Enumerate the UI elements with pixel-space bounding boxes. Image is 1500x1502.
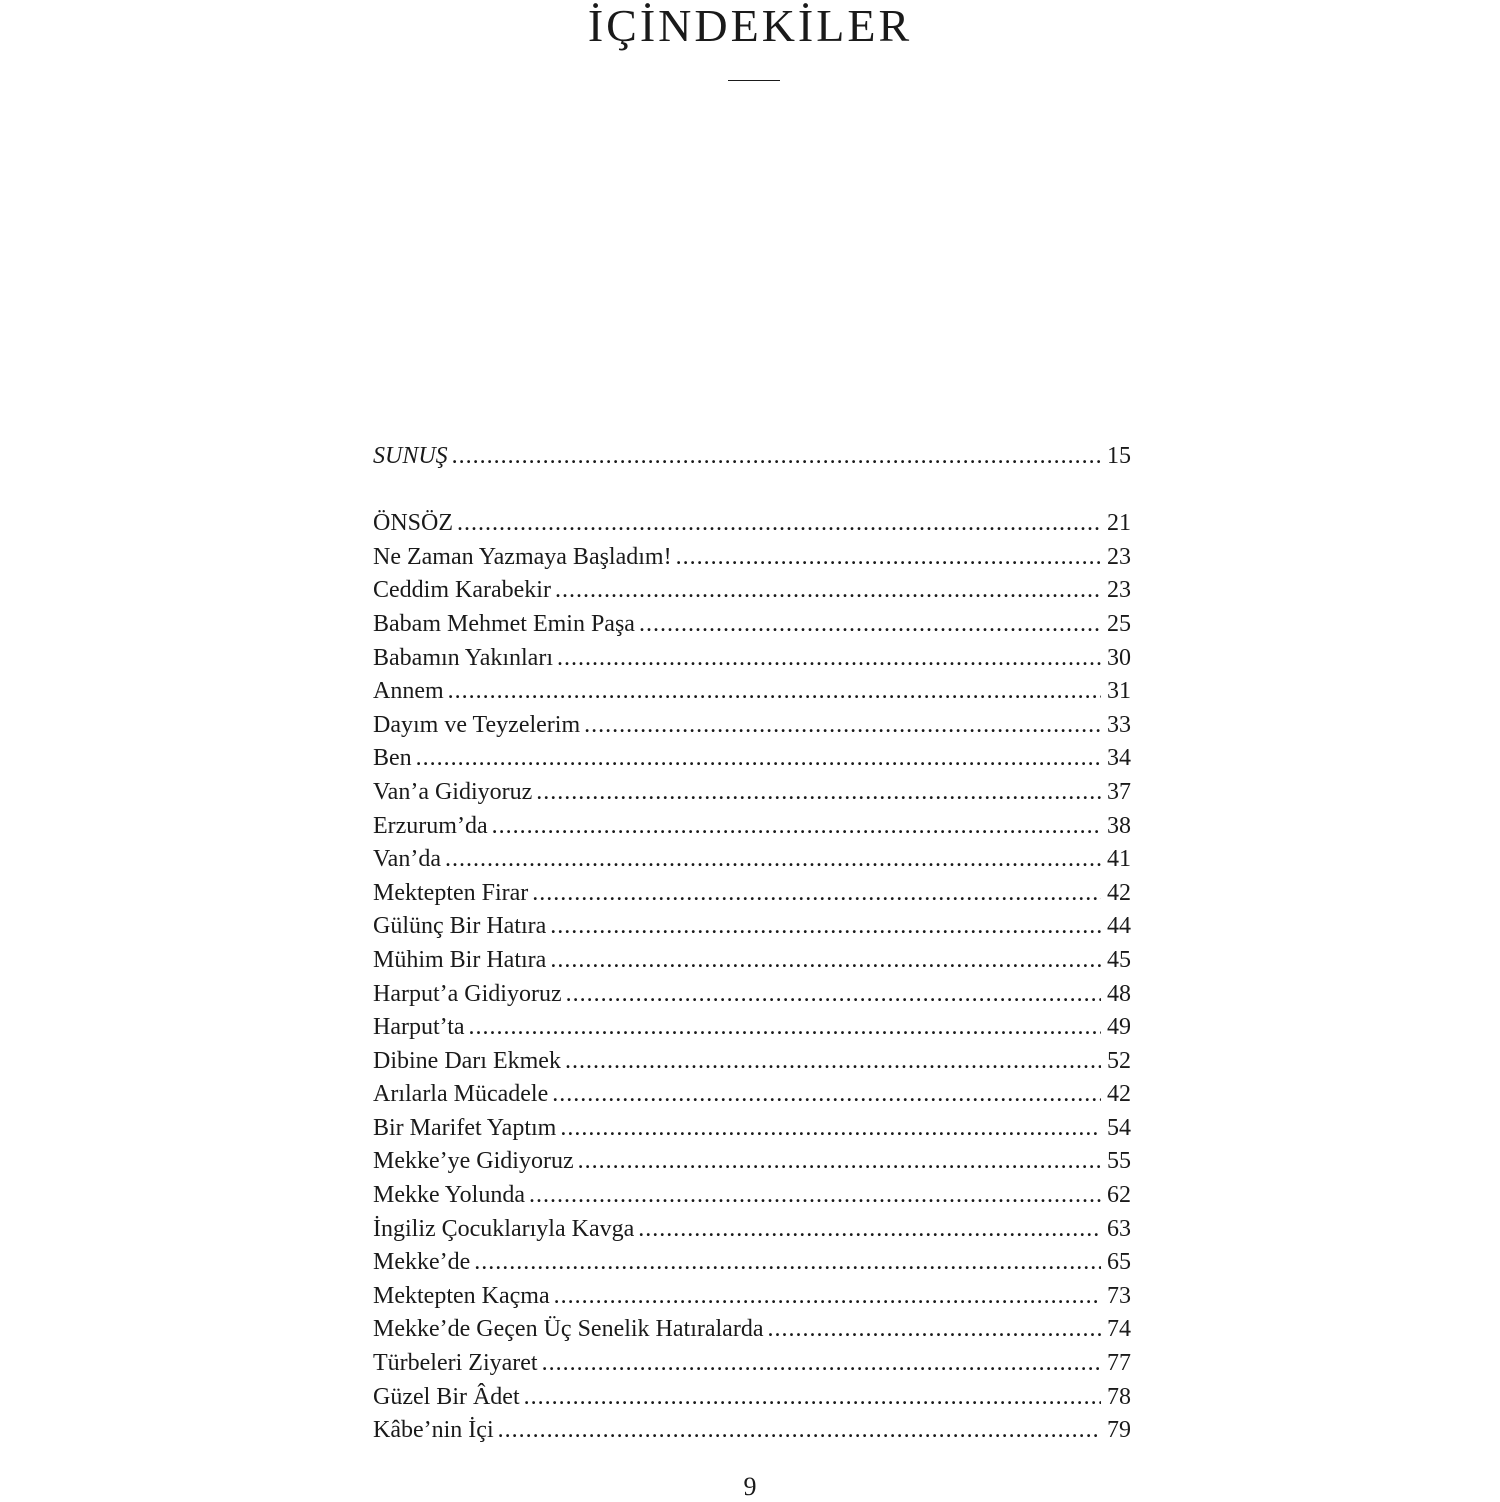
table-of-contents [373, 440, 1131, 1448]
toc-entry-label: İngiliz Çocuklarıyla Kavga [373, 1215, 635, 1242]
dot-leader [448, 675, 1101, 709]
toc-entry-label: Mektepten Kaçma [373, 1282, 550, 1309]
dot-leader [552, 1078, 1101, 1112]
dot-leader [416, 742, 1101, 776]
dot-leader [452, 440, 1101, 474]
toc-entry-label: ÖNSÖZ [373, 510, 454, 537]
toc-entry-page: 33 [1107, 711, 1131, 738]
toc-entry[interactable] [373, 1246, 1131, 1280]
dot-leader [565, 1045, 1101, 1079]
title-rule [728, 80, 780, 81]
toc-entry-page: 30 [1107, 644, 1131, 671]
dot-leader [550, 910, 1101, 944]
dot-leader [529, 1179, 1101, 1213]
toc-entry[interactable] [373, 1313, 1131, 1347]
toc-entry-label: Gülünç Bir Hatıra [373, 913, 547, 940]
toc-entry-label: Babamın Yakınları [373, 644, 553, 671]
toc-entry[interactable] [373, 1078, 1131, 1112]
toc-entry[interactable] [373, 810, 1131, 844]
toc-entry[interactable] [373, 1213, 1131, 1247]
toc-entry-label: Güzel Bir Âdet [373, 1383, 520, 1410]
toc-entry-label: Mekke Yolunda [373, 1182, 526, 1209]
toc-entry-page: 15 [1107, 443, 1131, 469]
toc-entry-page: 38 [1107, 812, 1131, 839]
toc-entry-page: 23 [1107, 543, 1131, 570]
toc-entry-label: Van’da [373, 846, 441, 873]
dot-leader [555, 574, 1101, 608]
toc-entry-label: Annem [373, 678, 444, 705]
page-number: 9 [743, 1472, 757, 1501]
toc-entry[interactable] [373, 608, 1131, 642]
toc-spacer [373, 474, 1131, 508]
dot-leader [676, 541, 1101, 575]
toc-entry-page: 65 [1107, 1249, 1131, 1276]
toc-entry-label: Mektepten Firar [373, 879, 529, 906]
dot-leader [554, 1280, 1101, 1314]
toc-entry[interactable] [373, 709, 1131, 743]
toc-entry-label: Mühim Bir Hatıra [373, 946, 547, 973]
dot-leader [457, 507, 1101, 541]
toc-entry-label: Ben [373, 745, 412, 772]
dot-leader [560, 1112, 1101, 1146]
dot-leader [498, 1414, 1101, 1448]
toc-entry[interactable] [373, 1381, 1131, 1415]
toc-entry-page: 42 [1107, 1081, 1131, 1108]
dot-leader [767, 1313, 1101, 1347]
dot-leader [492, 810, 1101, 844]
toc-entry[interactable] [373, 675, 1131, 709]
toc-entry-label: Erzurum’da [373, 812, 488, 839]
toc-entry[interactable] [373, 541, 1131, 575]
toc-entry-page: 41 [1107, 846, 1131, 873]
toc-entry[interactable] [373, 1045, 1131, 1079]
dot-leader [639, 608, 1101, 642]
toc-entry-label: Harput’a Gidiyoruz [373, 980, 562, 1007]
toc-entry-page: 44 [1107, 913, 1131, 940]
toc-entry[interactable] [373, 1414, 1131, 1448]
toc-entry-page: 49 [1107, 1014, 1131, 1041]
dot-leader [557, 642, 1101, 676]
dot-leader [550, 944, 1101, 978]
toc-entry-page: 37 [1107, 778, 1131, 805]
toc-entry-label: Mekke’de Geçen Üç Senelik Hatıralarda [373, 1316, 764, 1343]
dot-leader [584, 709, 1101, 743]
toc-entry-page: 23 [1107, 577, 1131, 604]
toc-entry-page: 54 [1107, 1114, 1131, 1141]
toc-entry[interactable] [373, 574, 1131, 608]
toc-entry[interactable] [373, 1347, 1131, 1381]
toc-entry-page: 62 [1107, 1182, 1131, 1209]
dot-leader [524, 1381, 1101, 1415]
toc-entry[interactable] [373, 1112, 1131, 1146]
toc-entry-page: 77 [1107, 1350, 1131, 1377]
toc-entry[interactable] [373, 507, 1131, 541]
toc-entry-page: 63 [1107, 1215, 1131, 1242]
toc-entry-label: Dibine Darı Ekmek [373, 1047, 561, 1074]
toc-entry-page: 55 [1107, 1148, 1131, 1175]
dot-leader [532, 877, 1101, 911]
dot-leader [578, 1145, 1101, 1179]
toc-entry[interactable] [373, 944, 1131, 978]
dot-leader [536, 776, 1101, 810]
toc-entry-label: Ne Zaman Yazmaya Başladım! [373, 543, 672, 570]
toc-entry[interactable] [373, 910, 1131, 944]
toc-entry-label: Ceddim Karabekir [373, 577, 551, 604]
toc-entry-label: Babam Mehmet Emin Paşa [373, 610, 635, 637]
toc-entry[interactable] [373, 877, 1131, 911]
toc-entry-label: Mekke’de [373, 1249, 471, 1276]
toc-entry-page: 48 [1107, 980, 1131, 1007]
toc-entry-page: 31 [1107, 678, 1131, 705]
page-title: İÇİNDEKİLER [587, 0, 913, 51]
toc-entry-page: 73 [1107, 1282, 1131, 1309]
toc-entry[interactable] [373, 843, 1131, 877]
toc-entry-page: 45 [1107, 946, 1131, 973]
toc-entry-page: 42 [1107, 879, 1131, 906]
toc-entry[interactable] [373, 776, 1131, 810]
toc-entry[interactable] [373, 1011, 1131, 1045]
toc-entry-page: 79 [1107, 1417, 1131, 1444]
toc-entry[interactable] [373, 1145, 1131, 1179]
toc-entry-label: Dayım ve Teyzelerim [373, 711, 581, 738]
toc-entry-page: 25 [1107, 610, 1131, 637]
toc-entry-label: Kâbe’nin İçi [373, 1417, 494, 1444]
toc-entry[interactable] [373, 1280, 1131, 1314]
toc-entry-page: 34 [1107, 745, 1131, 772]
toc-entry[interactable] [373, 978, 1131, 1012]
toc-entry-page: 74 [1107, 1316, 1131, 1343]
dot-leader [638, 1213, 1101, 1247]
dot-leader [469, 1011, 1101, 1045]
toc-entry-label: Bir Marifet Yaptım [373, 1114, 557, 1141]
dot-leader [445, 843, 1101, 877]
toc-entry-label: Türbeleri Ziyaret [373, 1350, 538, 1377]
dot-leader [542, 1347, 1101, 1381]
toc-entry-page: 52 [1107, 1047, 1131, 1074]
toc-entry-label: Harput’ta [373, 1014, 465, 1041]
toc-entry[interactable] [373, 1179, 1131, 1213]
dot-leader [474, 1246, 1101, 1280]
toc-entry-page: 78 [1107, 1383, 1131, 1410]
toc-entry[interactable] [373, 642, 1131, 676]
toc-entry-page: 21 [1107, 510, 1131, 537]
toc-entry-label: Arılarla Mücadele [373, 1081, 549, 1108]
toc-entry[interactable] [373, 742, 1131, 776]
toc-entry-label: SUNUŞ [373, 443, 448, 469]
toc-entry-label: Van’a Gidiyoruz [373, 778, 533, 805]
dot-leader [566, 978, 1101, 1012]
toc-entry-intro[interactable] [373, 440, 1131, 474]
toc-entry-label: Mekke’ye Gidiyoruz [373, 1148, 574, 1175]
